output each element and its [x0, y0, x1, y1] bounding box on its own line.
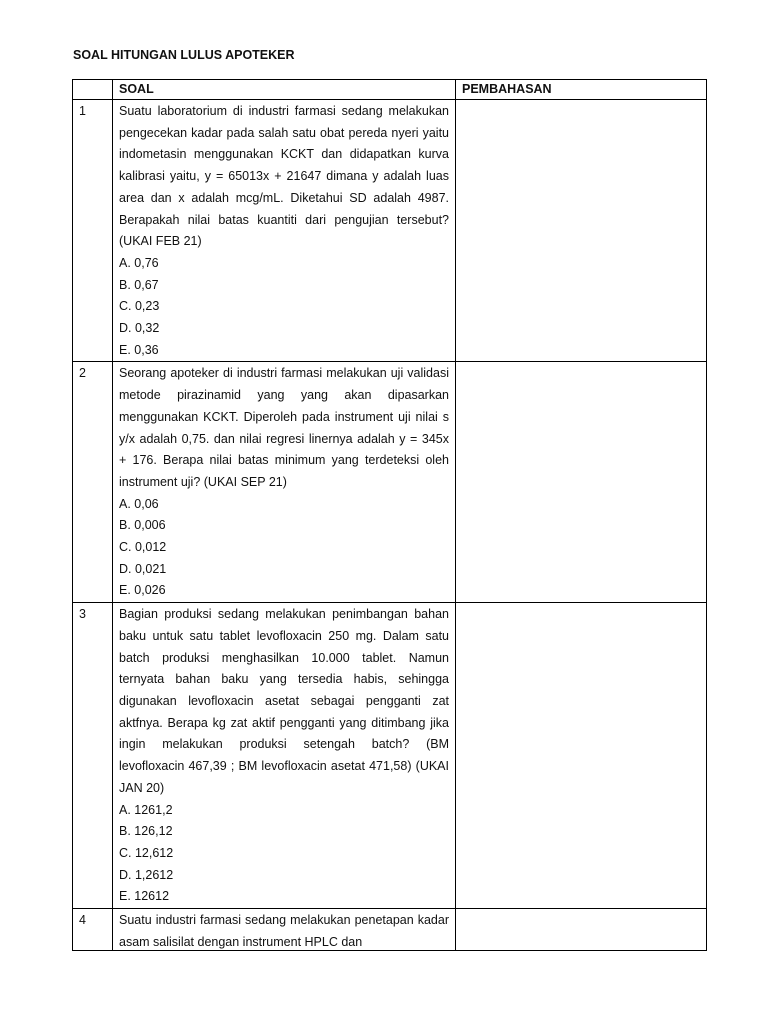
- question-text: Suatu industri farmasi sedang melakukan penetapan kadar asam salisilat dengan instrument HPLC dan: [119, 913, 449, 949]
- answer-options: [119, 253, 449, 362]
- discussion-cell: [456, 909, 707, 951]
- question-cell: [113, 909, 456, 951]
- header-question: SOAL: [113, 80, 456, 100]
- option-d: D. 1,2612: [119, 867, 174, 882]
- option-e: E. 0,36: [119, 342, 159, 357]
- question-text: Suatu laboratorium di industri farmasi sedang melakukan pengecekan kadar pada salah satu obat pereda nyeri yaitu indometasin menggunakan KCKT dan didapatkan kurva kalibrasi yaitu, y = 65013x + 21647 dimana y adalah luas area dan x adalah mcg/mL. Diketahui SD adalah 4987. Berapakah nilai batas kuantiti dari pengujian tersebut? (UKAI FEB 21): [119, 104, 449, 249]
- header-discussion: PEMBAHASAN: [456, 80, 707, 100]
- question-text-clip: [119, 910, 449, 950]
- row-number: 1: [73, 100, 113, 362]
- discussion-cell: [456, 603, 707, 909]
- question-cell: [113, 603, 456, 909]
- header-number: [73, 80, 113, 100]
- option-b: B. 126,12: [119, 824, 173, 839]
- row-number: 3: [73, 603, 113, 909]
- table-row: [73, 100, 707, 362]
- option-a: A. 1261,2: [119, 802, 173, 817]
- question-text: Bagian produksi sedang melakukan penimbangan bahan baku untuk satu tablet levofloxacin 250 mg. Dalam satu batch produksi menghasilkan 10.000 tablet. Namun ternyata bahan baku yang tersedia habis, sehingga digunakan levofloxacin asetat sebagai pengganti zat aktfnya. Berapa kg zat aktif pengganti yang ditimbang jika ingin melakukan produksi setengah batch? (BM levofloxacin 467,39 ; BM levofloxacin asetat 471,58) (UKAI JAN 20): [119, 607, 449, 795]
- option-b: B. 0,67: [119, 277, 159, 292]
- answer-options: [119, 800, 449, 909]
- option-c: C. 12,612: [119, 845, 174, 860]
- option-a: A. 0,76: [119, 255, 159, 270]
- document-title: SOAL HITUNGAN LULUS APOTEKER: [73, 48, 295, 62]
- question-cell: [113, 362, 456, 603]
- option-e: E. 12612: [119, 889, 170, 904]
- option-a: A. 0,06: [119, 496, 159, 511]
- answer-options: [119, 494, 449, 603]
- option-c: C. 0,23: [119, 299, 160, 314]
- table-row: [73, 603, 707, 909]
- table-row: [73, 362, 707, 603]
- table-header-row: [73, 80, 707, 100]
- discussion-cell: [456, 362, 707, 603]
- option-d: D. 0,021: [119, 561, 167, 576]
- question-text: Seorang apoteker di industri farmasi melakukan uji validasi metode pirazinamid yang yang akan dipasarkan menggunakan KCKT. Diperoleh pada instrument uji nilai s y/x adalah 0,75. dan nilai regresi linernya adalah y = 345x + 176. Berapa nilai batas minimum yang terdeteksi oleh instrument uji? (UKAI SEP 21): [119, 366, 449, 489]
- option-d: D. 0,32: [119, 321, 160, 336]
- discussion-cell: [456, 100, 707, 362]
- option-e: E. 0,026: [119, 583, 166, 598]
- question-table: [72, 79, 707, 951]
- option-c: C. 0,012: [119, 540, 167, 555]
- option-b: B. 0,006: [119, 518, 166, 533]
- row-number: 4: [73, 909, 113, 951]
- row-number: 2: [73, 362, 113, 603]
- question-cell: [113, 100, 456, 362]
- table-row: [73, 909, 707, 951]
